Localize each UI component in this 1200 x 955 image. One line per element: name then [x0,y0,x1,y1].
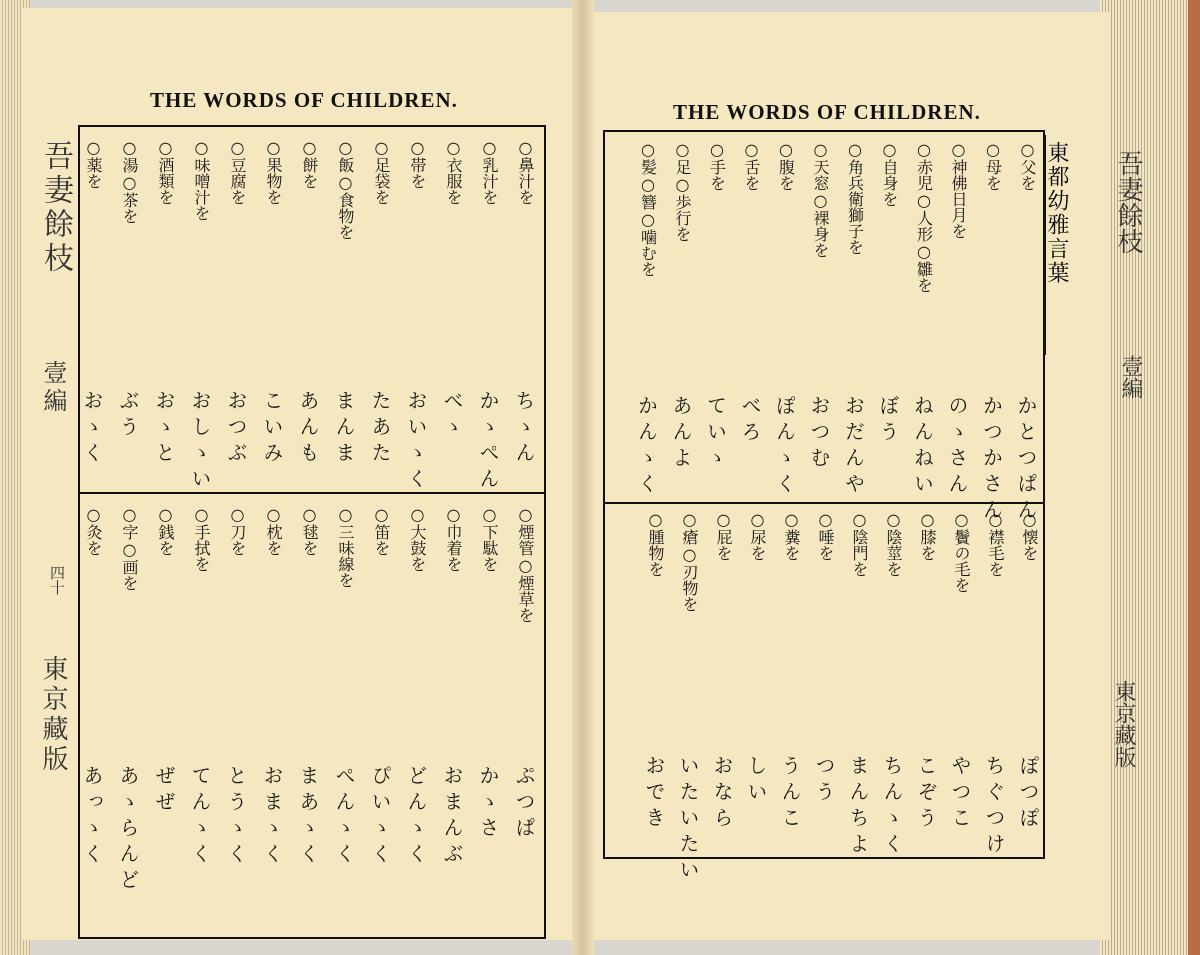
child-word-reading: のゝさん [945,395,969,499]
section-divider [605,502,1043,504]
word-entry: ○舌を [742,140,761,191]
word-entry: ○下駄を [480,505,499,572]
child-word-reading: まあゝく [296,765,320,869]
word-entry: ○果物を [264,138,283,205]
word-entry: ○膝を [918,510,937,561]
word-entry: ○糞を [782,510,801,561]
child-word-reading: こぞう [914,755,938,833]
child-word-reading: うんこ [778,755,802,833]
word-entry: ○笛を [372,505,391,556]
word-entry: ○三味線を [336,505,355,588]
word-entry: ○帯を [408,138,427,189]
child-word-reading: ぽんゝく [772,395,797,499]
child-word-reading: どんゝく [404,765,428,869]
child-word-reading: おでき [642,755,666,833]
child-word-reading: ねんねい [910,395,935,499]
child-word-reading: ぺんゝく [332,765,356,869]
child-word-reading: ちんゝく [880,755,904,859]
child-word-reading: こいみ [260,390,284,468]
word-entry: ○飯○食物を [336,138,355,240]
word-entry: ○自身を [880,140,899,207]
child-word-reading: つう [812,755,836,807]
word-entry: ○枕を [264,505,283,556]
word-entry: ○乳汁を [480,138,499,205]
child-word-reading: かゝさ [476,765,500,843]
book-cover-edge [1188,0,1200,955]
word-entry: ○湯○茶を [120,138,139,224]
child-word-reading: かゝぺん [476,390,500,494]
spine-right-volume: 壹編 [1118,355,1143,399]
word-entry: ○懐を [1020,510,1039,561]
word-entry: ○神佛日月を [949,140,968,239]
child-word-reading: おなら [710,755,734,833]
child-word-reading: ぶう [116,390,140,442]
word-entry: ○襟毛を [986,510,1005,577]
page-heading-left: THE WORDS OF CHILDREN. [150,88,458,112]
child-word-reading: かとつぱん [1014,395,1038,525]
child-word-reading: ぼう [876,395,900,447]
word-entry: ○腹を [776,140,796,191]
word-entry: ○陰莖を [884,510,903,577]
word-entry: ○手を [707,140,727,191]
word-entry: ○赤児○人形○雛を [914,140,934,293]
child-word-reading: べろ [738,395,762,447]
word-entry: ○手拭を [192,505,211,572]
child-word-reading: とうゝく [224,765,248,869]
child-word-reading: ちゝん [512,390,536,468]
word-entry: ○刀を [228,505,247,556]
word-entry: ○足袋を [372,138,391,205]
child-word-reading: あんも [296,390,320,468]
page-number: 四十 [48,565,66,595]
word-entry: ○味噌汁を [192,138,211,221]
word-entry: ○角兵衛獅子を [845,140,865,255]
word-entry: ○豆腐を [228,138,247,205]
spine-right-title: 吾妻餘枝 [1113,150,1143,254]
child-word-reading: ぽつぽ [1016,755,1040,833]
word-entry: ○陰門を [850,510,869,577]
child-word-reading: いたいたい [676,755,700,885]
word-entry: ○母を [983,140,1003,191]
word-entry: ○尿を [748,510,767,561]
child-word-reading: あっゝく [80,765,104,869]
word-entry: ○巾着を [444,505,463,572]
spine-left-title: 吾妻餘枝 [38,140,73,276]
word-entry: ○鼻汁を [516,138,535,205]
word-entry: ○字○画を [120,505,139,591]
word-entry: ○薬を [84,138,103,189]
child-word-reading: おいゝく [404,390,428,494]
word-entry: ○銭を [156,505,175,556]
child-word-reading: ぜぜ [152,765,176,817]
child-word-reading: おゝと [152,390,176,468]
child-word-reading: おゝく [80,390,104,468]
word-entry: ○鬢の毛を [952,510,971,593]
child-word-reading: あゝらんど [116,765,140,895]
word-entry: ○父を [1018,140,1037,191]
child-word-reading: てんゝく [188,765,212,869]
book-gutter [572,0,594,955]
child-word-reading: ぷつぱ [512,765,536,843]
word-entry: ○灸を [84,505,103,556]
word-entry: ○髪○簪○噛むを [638,140,658,277]
page-edge-right [1100,0,1200,955]
section-title: 東都幼雅言葉 [1044,135,1072,355]
child-word-reading: べゝ [440,390,464,442]
child-word-reading: たあた [368,390,392,468]
child-word-reading: まんちよ [846,755,870,859]
child-word-reading: おまゝく [260,765,284,869]
word-entry: ○衣服を [444,138,463,205]
word-entry: ○天窓○裸身を [811,140,830,258]
child-word-reading: ちぐつけ [982,755,1006,859]
child-word-reading: おしゝい [188,390,212,494]
child-word-reading: あんよ [669,395,693,473]
word-entry: ○唾を [816,510,835,561]
child-word-reading: おだんや [841,395,866,499]
word-entry: ○腫物を [646,510,665,577]
word-entry: ○餅を [300,138,319,189]
word-entry: ○足○歩行を [673,140,692,242]
child-word-reading: しい [744,755,768,807]
word-entry: ○酒類を [156,138,175,205]
child-word-reading: おつむ [807,395,831,473]
child-word-reading: おまんぶ [440,765,464,869]
word-entry: ○毬を [300,505,319,556]
child-word-reading: かんゝく [634,395,659,499]
child-word-reading: ぴいゝく [368,765,392,869]
child-word-reading: かつかさん [979,395,1004,525]
child-word-reading: やつこ [948,755,972,833]
spine-right-publisher: 東京藏版 [1111,680,1136,768]
child-word-reading: おつぶ [224,390,248,468]
word-entry: ○煙管○煙草を [516,505,535,623]
word-entry: ○大鼓を [408,505,427,572]
page-heading-right: THE WORDS OF CHILDREN. [673,100,981,124]
word-entry: ○瘡○刃物を [680,510,699,612]
spine-left-publisher: 東京藏版 [38,655,68,775]
child-word-reading: ていゝ [703,395,728,473]
word-entry: ○屁を [714,510,733,561]
spine-left-volume: 壹編 [39,360,67,416]
child-word-reading: まんま [332,390,356,468]
